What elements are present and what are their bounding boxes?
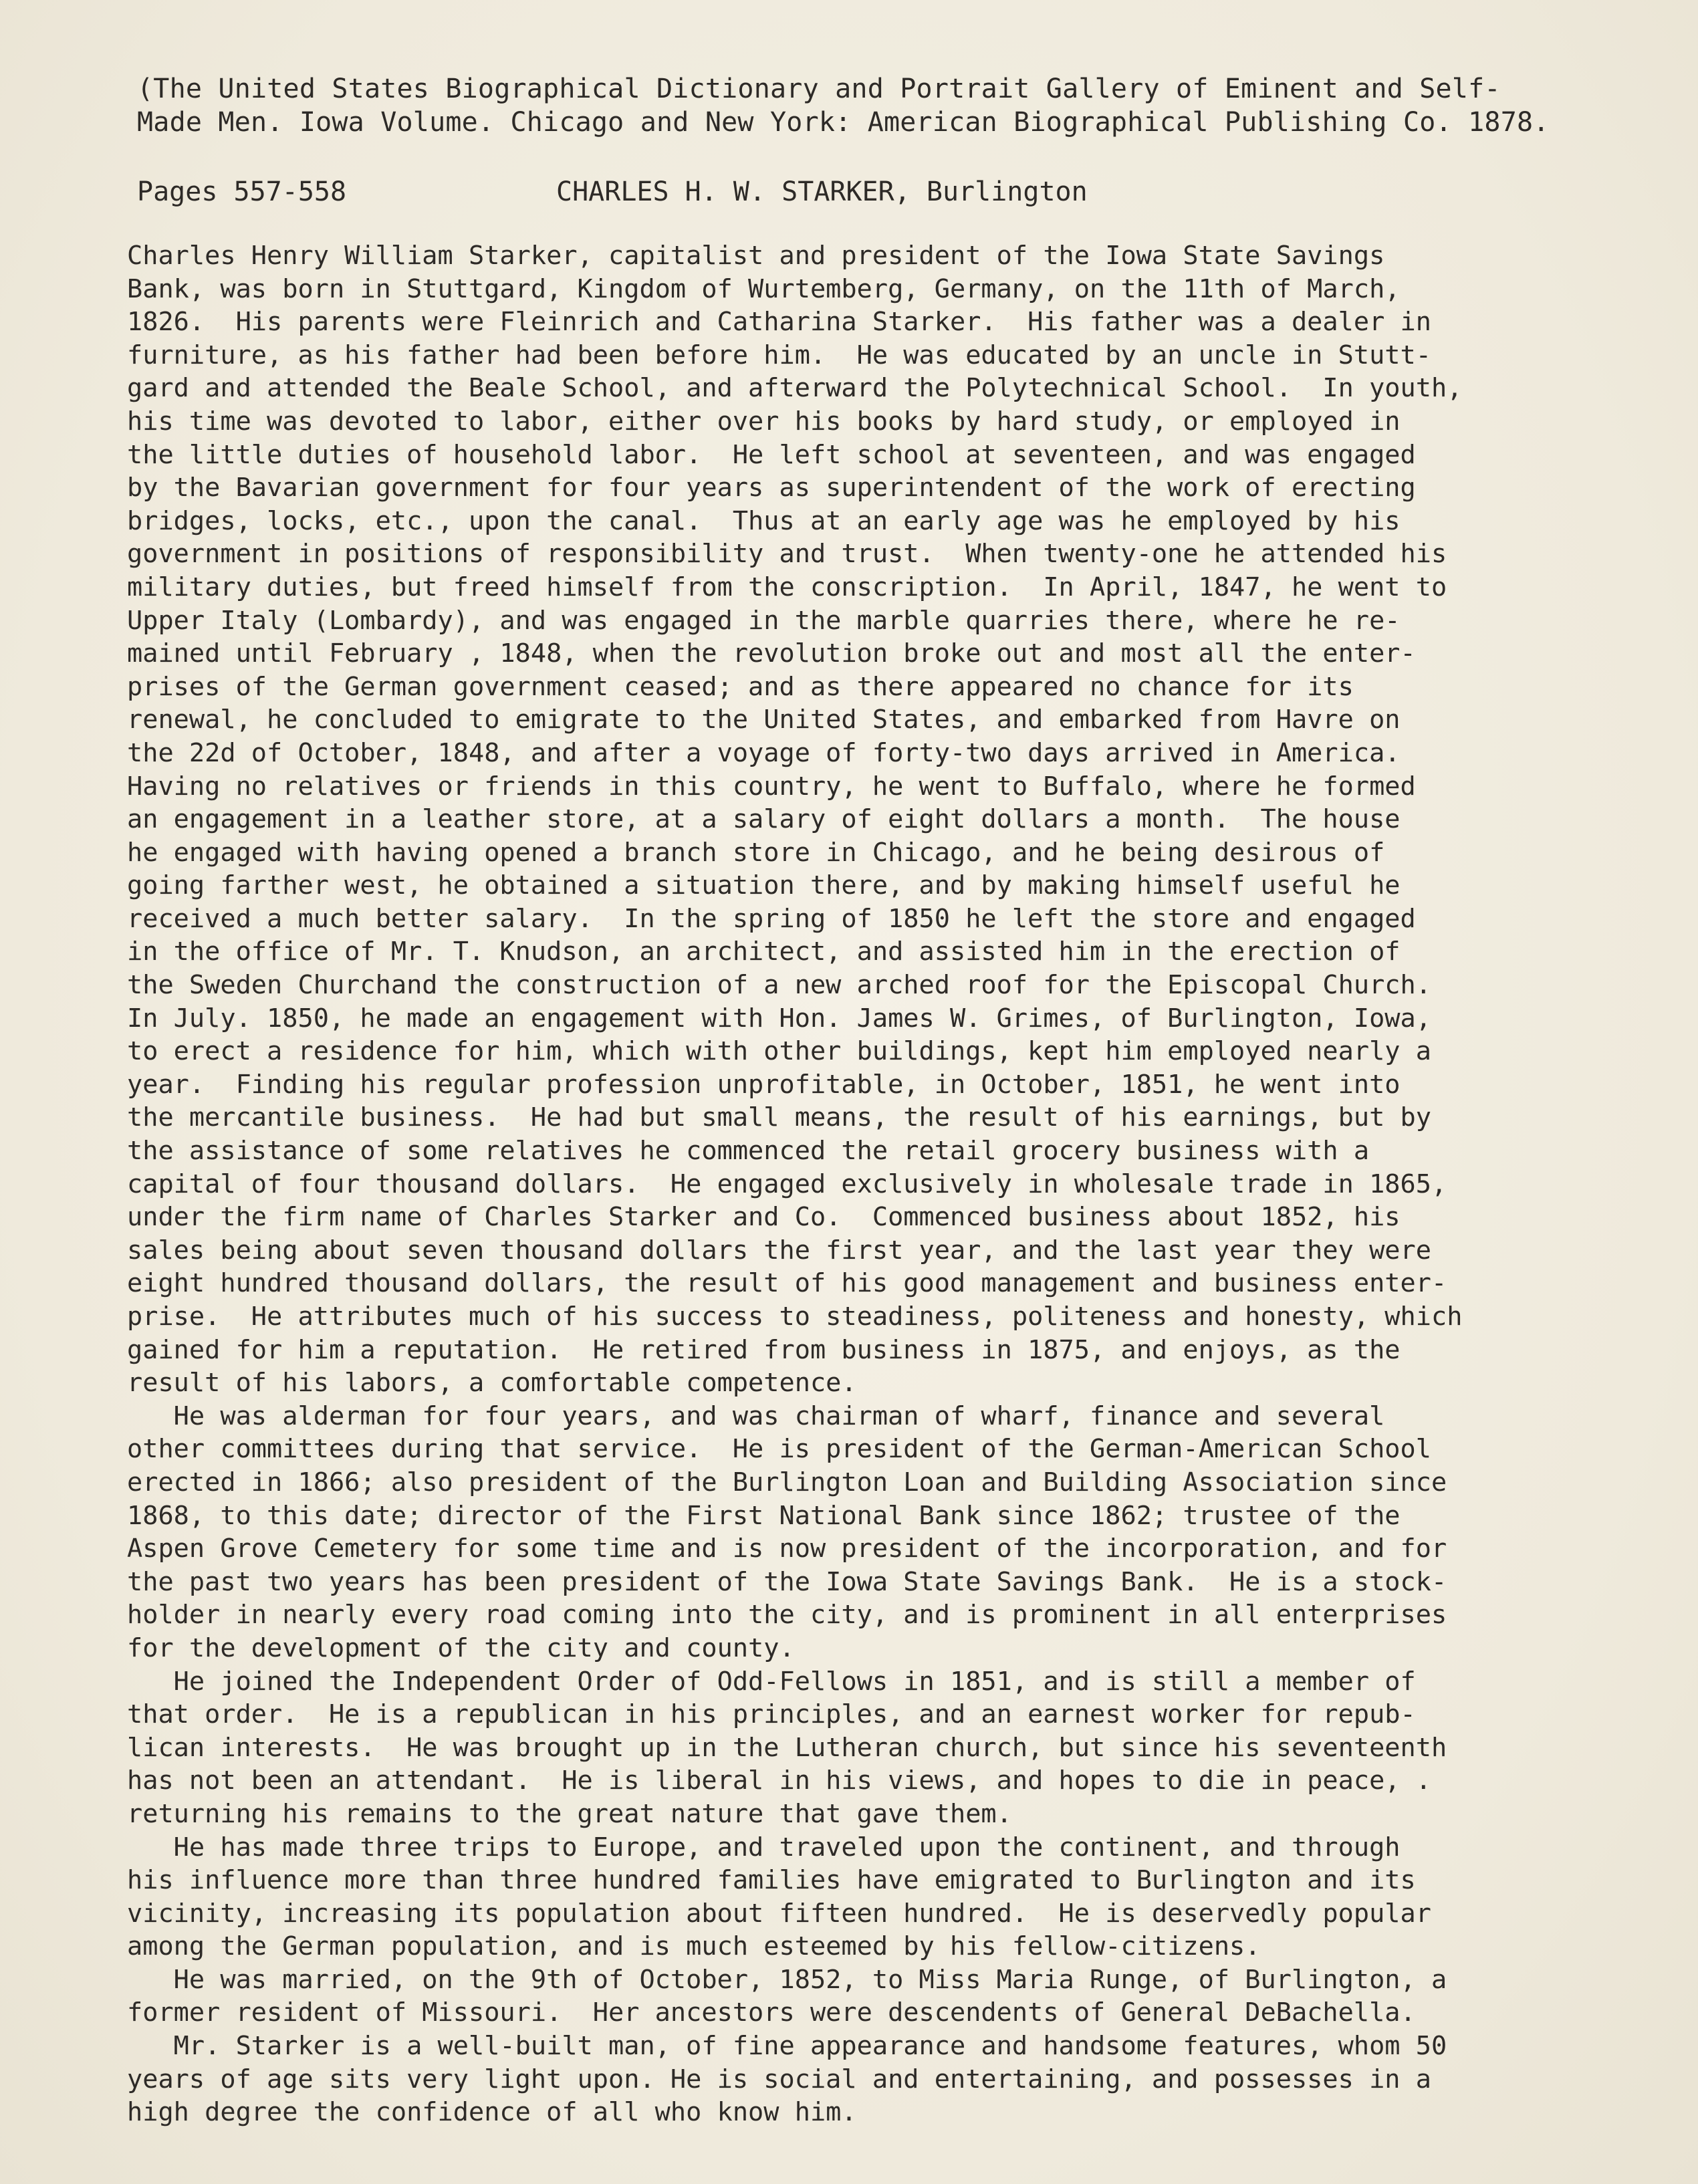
article-title: CHARLES H. W. STARKER, Burlington <box>556 176 1088 207</box>
body-line: gard and attended the Beale School, and afterward the Polytechnical School. In youth, <box>127 373 1463 404</box>
body-line: year. Finding his regular profession unprofitable, in October, 1851, he went into <box>127 1069 1401 1100</box>
body-line: by the Bavarian government for four years as superintendent of the work of erecting <box>127 473 1416 503</box>
body-line: Having no relatives or friends in this country, he went to Buffalo, where he formed <box>127 771 1416 802</box>
body-line: an engagement in a leather store, at a salary of eight dollars a month. The house <box>127 804 1401 835</box>
body-line: government in positions of responsibility and trust. When twenty-one he attended his <box>127 539 1447 570</box>
body-line: He was alderman for four years, and was chairman of wharf, finance and several <box>127 1401 1385 1431</box>
body-line: He was married, on the 9th of October, 1852, to Miss Maria Runge, of Burlington, a <box>127 1964 1447 1995</box>
body-line: Bank, was born in Stuttgard, Kingdom of Wurtemberg, Germany, on the 11th of March, <box>127 273 1401 304</box>
body-line: former resident of Missouri. Her ancestors were descendents of General DeBachella. <box>127 1997 1416 2028</box>
body-line: has not been an attendant. He is liberal in his views, and hopes to die in peace, . <box>127 1766 1431 1796</box>
body-line: the past two years has been president of the Iowa State Savings Bank. He is a stock- <box>127 1566 1447 1597</box>
body-line: He has made three trips to Europe, and traveled upon the continent, and through <box>127 1832 1401 1862</box>
body-line: the mercantile business. He had but small means, the result of his earnings, but by <box>127 1102 1431 1133</box>
body-line: erected in 1866; also president of the Burlington Loan and Building Association since <box>127 1467 1447 1497</box>
body-line: other committees during that service. He is president of the German-American School <box>127 1434 1431 1465</box>
body-line: the 22d of October, 1848, and after a voyage of forty-two days arrived in America. <box>127 737 1401 768</box>
body-line: the Sweden Churchand the construction of a new arched roof for the Episcopal Church. <box>127 970 1431 1001</box>
body-line: received a much better salary. In the spring of 1850 he left the store and engaged <box>127 903 1416 934</box>
body-line: he engaged with having opened a branch store in Chicago, and he being desirous of <box>127 837 1385 868</box>
body-line: years of age sits very light upon. He is social and entertaining, and possesses in a <box>127 2064 1431 2094</box>
body-line: eight hundred thousand dollars, the result of his good management and business enter- <box>127 1268 1447 1299</box>
body-line: capital of four thousand dollars. He engaged exclusively in wholesale trade in 1865, <box>127 1169 1447 1199</box>
article-header <box>0 175 1698 215</box>
body-line: his time was devoted to labor, either over his books by hard study, or employed in <box>127 406 1401 437</box>
body-line: result of his labors, a comfortable competence. <box>127 1368 857 1399</box>
body-line: holder in nearly every road coming into the city, and is prominent in all enterprises <box>127 1600 1447 1630</box>
body-line: bridges, locks, etc., upon the canal. Thus at an early age was he employed by his <box>127 505 1401 536</box>
body-line: furniture, as his father had been before him. He was educated by an uncle in Stutt- <box>127 340 1431 370</box>
body-line: mained until February , 1848, when the revolution broke out and most all the enter- <box>127 638 1416 669</box>
page-range: Pages 557-558 <box>137 176 347 207</box>
body-line: among the German population, and is much esteemed by his fellow-citizens. <box>127 1931 1261 1962</box>
body-line: in the office of Mr. T. Knudson, an architect, and assisted him in the erection of <box>127 937 1401 967</box>
body-line: that order. He is a republican in his principles, and an earnest worker for repub- <box>127 1699 1416 1730</box>
body-line: under the firm name of Charles Starker and Co. Commenced business about 1852, his <box>127 1202 1401 1233</box>
body-line: 1826. His parents were Fleinrich and Catharina Starker. His father was a dealer in <box>127 307 1431 338</box>
body-line: military duties, but freed himself from the conscription. In April, 1847, he went to <box>127 572 1447 602</box>
body-line: Upper Italy (Lombardy), and was engaged in the marble quarries there, where he re- <box>127 605 1401 636</box>
body-line: prises of the German government ceased; and as there appeared no chance for its <box>127 671 1354 702</box>
body-line: Mr. Starker is a well-built man, of fine appearance and handsome features, whom 50 <box>127 2031 1447 2062</box>
body-line: lican interests. He was brought up in the Lutheran church, but since his seventeenth <box>127 1732 1447 1763</box>
body-line: sales being about seven thousand dollars the first year, and the last year they were <box>127 1235 1431 1265</box>
body-line: to erect a residence for him, which with other buildings, kept him employed nearly a <box>127 1036 1431 1067</box>
citation-line: (The United States Biographical Dictionary and Portrait Gallery of Eminent and Self- <box>137 74 1501 104</box>
body-line: In July. 1850, he made an engagement with Hon. James W. Grimes, of Burlington, Iowa, <box>127 1003 1431 1034</box>
body-line: renewal, he concluded to emigrate to the United States, and embarked from Havre on <box>127 705 1401 735</box>
source-citation <box>137 72 1608 139</box>
body-line: vicinity, increasing its population about fifteen hundred. He is deservedly popular <box>127 1898 1431 1929</box>
body-line: He joined the Independent Order of Odd-Fellows in 1851, and is still a member of <box>127 1666 1416 1697</box>
body-line: Charles Henry William Starker, capitalist and president of the Iowa State Savings <box>127 241 1385 271</box>
body-line: gained for him a reputation. He retired from business in 1875, and enjoys, as the <box>127 1334 1401 1365</box>
body-line: going farther west, he obtained a situation there, and by making himself useful he <box>127 870 1401 901</box>
body-line: returning his remains to the great nature that gave them. <box>127 1798 1012 1829</box>
body-line: the little duties of household labor. He left school at seventeen, and was engaged <box>127 439 1416 470</box>
citation-line: Made Men. Iowa Volume. Chicago and New York: American Biographical Publishing Co. 1878. <box>137 107 1550 138</box>
body-line: 1868, to this date; director of the First National Bank since 1862; trustee of the <box>127 1500 1401 1531</box>
body-line: Aspen Grove Cemetery for some time and is now president of the incorporation, and for <box>127 1534 1447 1564</box>
biography-body <box>127 239 1578 2129</box>
body-line: his influence more than three hundred families have emigrated to Burlington and its <box>127 1865 1416 1896</box>
body-line: high degree the confidence of all who know him. <box>127 2097 857 2128</box>
body-line: prise. He attributes much of his success to steadiness, politeness and honesty, which <box>127 1302 1463 1332</box>
body-line: the assistance of some relatives he commenced the retail grocery business with a <box>127 1136 1370 1167</box>
body-line: for the development of the city and county. <box>127 1632 795 1663</box>
